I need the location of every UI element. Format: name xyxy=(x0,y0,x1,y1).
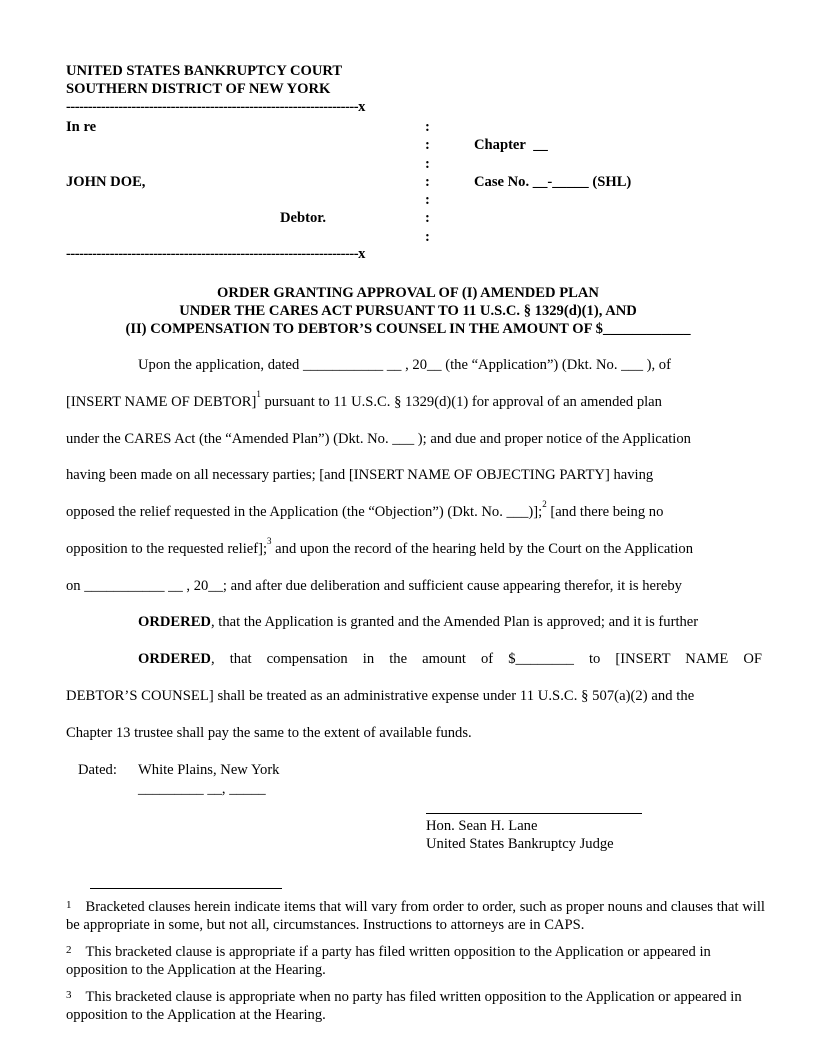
in-re-label: In re xyxy=(66,119,97,135)
chapter-blank: __ xyxy=(533,137,548,153)
chapter-field xyxy=(474,136,548,154)
body-text: opposition to the requested relief]; xyxy=(66,541,268,557)
body-text: opposed the relief requested in the Application (the “Objection”) (Dkt. No. ___)]; xyxy=(66,504,543,520)
caption-colon: : xyxy=(425,156,430,172)
ordered-keyword: ORDERED xyxy=(138,651,211,667)
footnote-text: Bracketed clauses herein indicate items that will vary from order to order, such as proper nouns and clauses that will be appropriate in some, but not all, circumstances. Instructions to attorneys are in CAPS. xyxy=(66,899,765,933)
signature-line xyxy=(426,813,642,814)
order-title-line3 xyxy=(0,320,816,338)
body-text: , that the Application is granted and the Amended Plan is approved; and it is further xyxy=(210,614,699,630)
caption-colon: : xyxy=(425,119,430,135)
body-line xyxy=(66,499,664,521)
order-title-amount-blank: ____________ xyxy=(602,321,691,337)
footnote-ref-2: 2 xyxy=(542,499,547,509)
debtor-label: Debtor. xyxy=(280,210,327,226)
ordered-paragraph-2 xyxy=(138,650,762,668)
ordered-keyword: ORDERED xyxy=(138,614,211,630)
order-title-line2: UNDER THE CARES ACT PURSUANT TO 11 U.S.C. § 1329(d)(1), AND xyxy=(179,303,637,319)
caption-colon: : xyxy=(425,229,430,245)
dated-date-blank: _________ __, _____ xyxy=(138,781,266,797)
debtor-name: JOHN DOE, xyxy=(66,174,146,190)
ordered-paragraph-1 xyxy=(138,613,698,631)
body-text: , that compensation in the amount of $________ to [INSERT NAME OF xyxy=(210,651,762,667)
dated-place: White Plains, New York xyxy=(138,762,280,778)
judge-name: Hon. Sean H. Lane xyxy=(426,818,538,834)
footnote-2 xyxy=(66,943,766,979)
caption-top-dash-line: -------------------------------------------------------------------x xyxy=(66,99,365,115)
body-line: under the CARES Act (the “Amended Plan”) (Dkt. No. ___ ); and due and proper notice of the Application xyxy=(66,431,691,447)
body-line: DEBTOR’S COUNSEL] shall be treated as an administrative expense under 11 U.S.C. § 507(a)(2) and the xyxy=(66,688,695,704)
order-title-line1: ORDER GRANTING APPROVAL OF (I) AMENDED PLAN xyxy=(217,285,599,301)
dated-label: Dated: xyxy=(78,762,117,778)
footnote-text: This bracketed clause is appropriate if a party has filed written opposition to the Application or appeared in opposition to the Application at the Hearing. xyxy=(66,944,711,978)
case-number: Case No. __-_____ (SHL) xyxy=(474,174,632,190)
caption-colon: : xyxy=(425,210,430,226)
court-name: UNITED STATES BANKRUPTCY COURT xyxy=(66,63,343,79)
footnote-number: 1 xyxy=(66,899,72,911)
caption-colon: : xyxy=(425,137,430,153)
court-district: SOUTHERN DISTRICT OF NEW YORK xyxy=(66,81,331,97)
debtor-placeholder: [INSERT NAME OF DEBTOR] xyxy=(66,394,257,410)
caption-colon: : xyxy=(425,174,430,190)
order-title-line3-text: (II) COMPENSATION TO DEBTOR’S COUNSEL IN THE AMOUNT OF $ xyxy=(125,321,603,337)
body-line: having been made on all necessary parties; [and [INSERT NAME OF OBJECTING PARTY] having xyxy=(66,467,654,483)
footnote-1 xyxy=(66,898,766,934)
body-line: Upon the application, dated ___________ __ , 20__ (the “Application”) (Dkt. No. ___ ), of xyxy=(138,357,671,373)
body-line xyxy=(66,536,694,558)
chapter-label: Chapter xyxy=(474,137,526,153)
caption-colon: : xyxy=(425,192,430,208)
footnote-ref-3: 3 xyxy=(267,536,272,546)
footnote-separator xyxy=(90,888,282,889)
body-text: pursuant to 11 U.S.C. § 1329(d)(1) for approval of an amended plan xyxy=(260,394,662,410)
footnote-text: This bracketed clause is appropriate when no party has filed written opposition to the Application or appeared in opposition to the Application at the Hearing. xyxy=(66,989,742,1023)
body-line xyxy=(66,389,662,411)
body-line: Chapter 13 trustee shall pay the same to the extent of available funds. xyxy=(66,725,472,741)
caption-bottom-dash-line: -------------------------------------------------------------------x xyxy=(66,246,365,262)
body-line: on ___________ __ , 20__; and after due deliberation and sufficient cause appearing therefor, it is hereby xyxy=(66,578,682,594)
footnote-number: 2 xyxy=(66,944,72,956)
footnote-3 xyxy=(66,988,766,1024)
judge-title: United States Bankruptcy Judge xyxy=(426,836,614,852)
footnote-number: 3 xyxy=(66,989,72,1001)
body-text: and upon the record of the hearing held by the Court on the Application xyxy=(271,541,694,557)
footnote-ref-1: 1 xyxy=(256,389,261,399)
body-text: [and there being no xyxy=(546,504,664,520)
